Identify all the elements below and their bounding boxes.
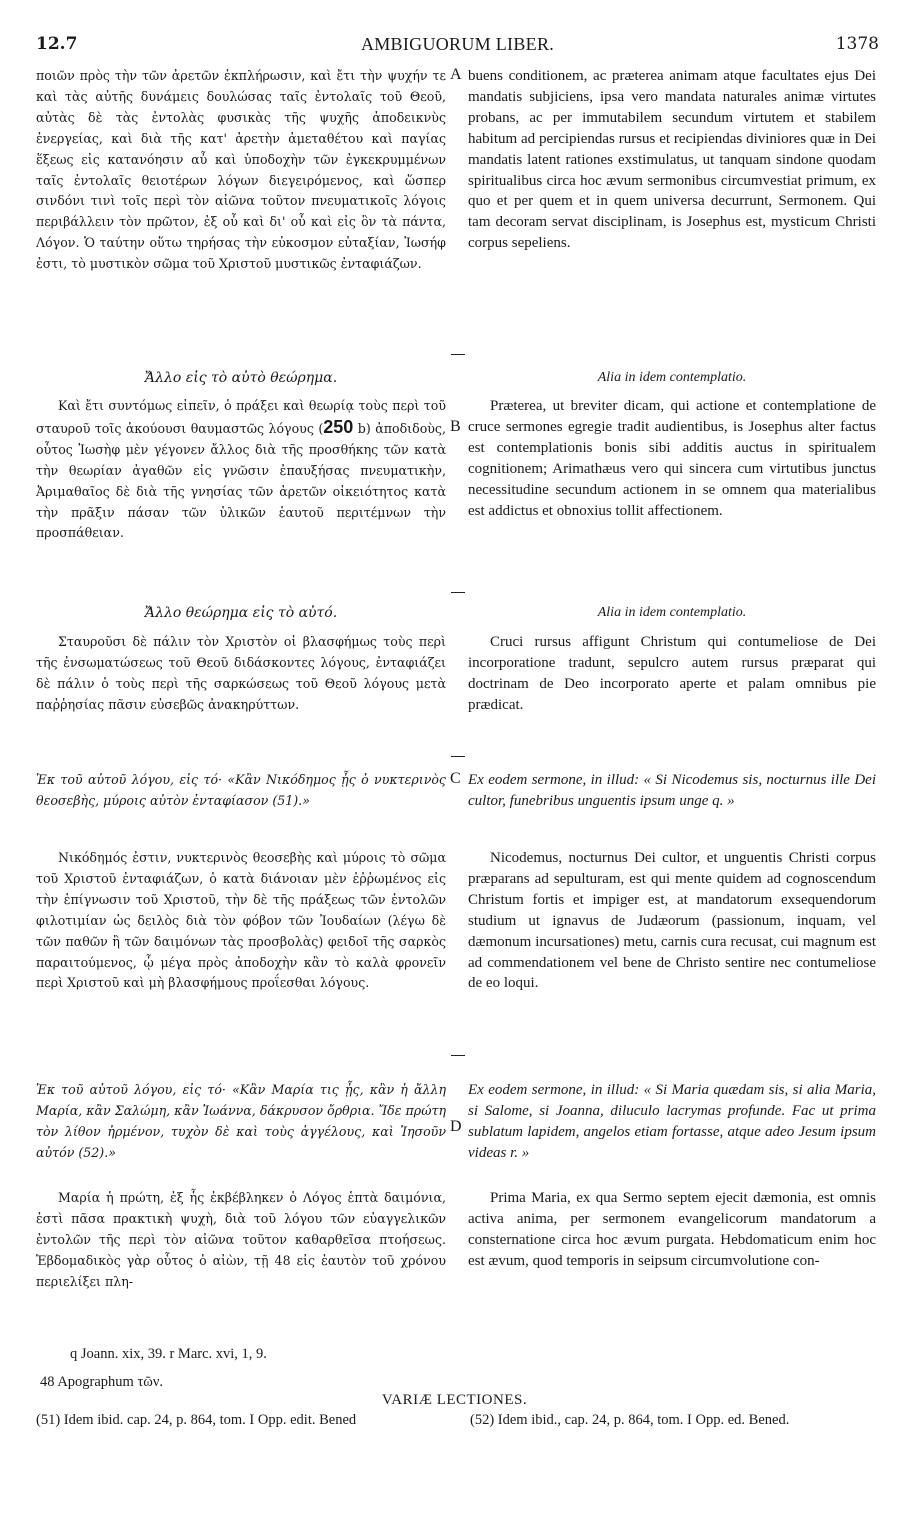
page-number-marker: 250	[323, 416, 354, 437]
column-rule	[451, 354, 465, 355]
margin-letter-d: D	[450, 1118, 462, 1135]
latin-paragraph-2: Præterea, ut breviter dicam, qui actione et contemplatione de cruce sermones egregie tradit audientibus, is Josephus alter factus est contemplationis bonis sibi additis auctus in spiritualem cognitionem; Arimathæus vero qui sincera cum virtutibus junctus necessitudine secundum actionem in se omnem qua materialibus est addictus et obnoxius tollit affectionem.	[468, 398, 876, 519]
column-number-right: 1378	[835, 34, 879, 54]
column-rule	[451, 592, 465, 593]
margin-letter-c: C	[450, 770, 461, 787]
latin-heading-3: Alia in idem contemplatio.	[597, 605, 747, 620]
running-title: AMBIGUORUM LIBER.	[360, 34, 555, 54]
scripture-footnotes: q Joann. xix, 39. r Marc. xvi, 1, 9.	[70, 1346, 267, 1362]
variant-note-48: 48 Apographum τῶν.	[40, 1374, 164, 1390]
latin-paragraph-4: Nicodemus, nocturnus Dei cultor, et unguentis Christi corpus præparans ad sepulturam, est qui mente quidem ad cognoscendum Christum fortis et impiger est, at mandatorum exsequendorum studium ut ignavus de Judæorum (passionum, inquam, vel dæmonum incursationes) metu, carnis cura recusat, cui magnum est ad commendationem vel bene de Christo sentire nec contumeliose de eo loqui.	[468, 850, 876, 992]
latin-paragraph-3: Cruci rursus affigunt Christum qui contumeliose de Dei incorporatione tradunt, sepulcro autem rursus præparat qui doctrinam de Deo incorporato aperte et palam omnibus pie prædicat.	[468, 634, 876, 713]
greek-paragraph-5: Μαρία ἡ πρώτη, ἐξ ἧς ἐκβέβληκεν ὁ Λόγος ἑπτὰ δαιμόνια, ἐστὶ πᾶσα πρακτικὴ ψυχὴ, διὰ τοῦ λόγου τῶν εὐαγγελικῶν ἐντολῶν τῆς περὶ τὸν αἰῶνα τοῦτον καθαρθεῖσα πτοήσεως. Ἑβδομαδικὸς γὰρ οὗτος ὁ αἰὼν, τῇ 48 εἰς ἑαυτὸν τοῦ χρόνου περιελίξει πλη-	[36, 1190, 446, 1289]
greek-heading-3: Ἄλλο θεώρημα εἰς τὸ αὐτό.	[144, 605, 338, 621]
editorial-note-52: (52) Idem ibid., cap. 24, p. 864, tom. I Opp. ed. Bened.	[470, 1412, 790, 1428]
latin-paragraph-5: Prima Maria, ex qua Sermo septem ejecit dæmonia, est omnis activa anima, per sermonem evangelicorum mandatorum a consternatione circa hoc ævum purgata. Hebdomaticum enim hoc est ævum, quod temporis in seipsum circumvolutione con-	[468, 1190, 876, 1269]
greek-paragraph-4: Νικόδημός ἐστιν, νυκτερινὸς θεοσεβὴς καὶ μύροις τὸ σῶμα τοῦ Χριστοῦ ἐνταφιάζων, ὁ κατὰ διάνοιαν μὲν ἐῤῥωμένος εἰς τὴν ἐπίγνωσιν τοῦ Χριστοῦ, τὴν δὲ τῆς πράξεως τῶν ἐντολῶν φιλοτιμίαν ὡς δειλὸς διὰ τὸν φόβον τῶν Ἰουδαίων (λέγω δὲ τῶν παθῶν ἢ τῶν δαιμόνων τὰς προσβολὰς) φειδοῖ τῆς σαρκὸς παραιτούμενος, ᾧ μέγα πρὸς ἀποδοχὴν κἂν τὸ καλὰ φρονεῖν περὶ Χριστοῦ καὶ μὴ βλασφήμους προΐεσθαι λόγους.	[36, 850, 446, 991]
editorial-note-51: (51) Idem ibid. cap. 24, p. 864, tom. I Opp. edit. Bened	[36, 1412, 357, 1428]
column-number-left: 12.7	[36, 34, 78, 54]
latin-heading-4: Ex eodem sermone, in illud: « Si Nicodemus sis, nocturnus ille Dei cultor, funebribus unguentis ipsum unge q. »	[468, 772, 876, 809]
margin-letter-b: B	[450, 418, 461, 435]
latin-paragraph-1: buens conditionem, ac præterea animam atque facultates ejus Dei mandatis subjiciens, ipsa vero mandata naturales animæ virtutes probans, ac per immutabilem secundum virtutem et stabilem habitum ad percipiendas rursus et recipiendas diviniores quæ in Dei mandatis latent rationes exstimulatus, ut tanquam sindone quodam spiritualibus circa hoc ævum sermonibus circumvestiat primum, ex quo et per quem et in quem universa decurrunt, Sermonem. Qui tam decoram servat disciplinam, is Josephus est, mysticum Christi corpus sepeliens.	[468, 68, 876, 252]
latin-heading-2: Alia in idem contemplatio.	[597, 370, 747, 385]
greek-paragraph-2-part-b: b) ἀποδιδοὺς, οὗτος Ἰωσὴφ μὲν γέγονεν ἄλλος διὰ τῆς προσθήκης τῶν κατὰ τὴν θεωρίαν ἀγαθῶν εἰς γνῶσιν ἐπαυξήσας πνευματικὴν, Ἀριμαθαῖος δὲ διὰ τῆς γνησίας τῶν ἀρετῶν οἰκειότητος κατὰ τὴν πρᾶξιν πάσαν τῶν ὑλικῶν ἑαυτοῦ περιτέμνων τὴν προσπάθειαν.	[36, 420, 446, 541]
greek-heading-2: Ἄλλο εἰς τὸ αὐτὸ θεώρημα.	[144, 370, 338, 386]
latin-heading-5: Ex eodem sermone, in illud: « Si Maria quædam sis, si alia Maria, si Salome, si Joanna, diluculo lacrymas profunde. Fac ut prima sublatum lapidem, angelos etiam fortasse, atque adeo Jesum ipsum videas r. »	[468, 1082, 876, 1161]
greek-paragraph-2-part-a: Καὶ ἔτι συντόμως εἰπεῖν, ὁ πράξει καὶ θεωρίᾳ τοὺς περὶ τοῦ σταυροῦ τοῖς ἀκούουσι θαυμαστῶς λόγους (	[36, 398, 446, 436]
column-rule	[451, 1055, 465, 1056]
greek-heading-5: Ἐκ τοῦ αὐτοῦ λόγου, εἰς τό· «Κἂν Μαρία τις ᾖς, κἂν ἡ ἄλλη Μαρία, κἂν Σαλώμη, κἂν Ἰωάννα, δάκρυσον ὄρθρια. Ἴδε πρώτη τὸν λίθον ἠρμένον, τυχὸν δὲ καὶ τοὺς ἀγγέλους, καὶ Ἰησοῦν αὐτόν (52).»	[36, 1082, 446, 1160]
greek-paragraph-2	[36, 396, 446, 544]
greek-paragraph-3: Σταυροῦσι δὲ πάλιν τὸν Χριστὸν οἱ βλασφήμως τοὺς περὶ τῆς ἐνσωματώσεως τοῦ Θεοῦ διδάσκοντες λόγους, ἐνταφιάζει δὲ πάλιν ὁ τοὺς περὶ τῆς σαρκώσεως τοῦ Θεοῦ λόγους μετὰ παῤῥησίας πᾶσιν εὐσεβῶς ἀνακηρύττων.	[36, 634, 446, 712]
column-rule	[451, 756, 465, 757]
running-header	[36, 34, 879, 58]
variae-lectiones-heading: VARIÆ LECTIONES.	[381, 1392, 528, 1408]
margin-letter-a: A	[450, 66, 462, 83]
greek-heading-4: Ἐκ τοῦ αὐτοῦ λόγου, εἰς τό· «Κἂν Νικόδημος ᾖς ὁ νυκτερινὸς θεοσεβὴς, μύροις αὐτὸν ἐνταφίασον (51).»	[36, 772, 446, 808]
greek-paragraph-1: ποιῶν πρὸς τὴν τῶν ἀρετῶν ἐκπλήρωσιν, καὶ ἔτι τὴν ψυχήν τε καὶ τὰς αὐτῆς δυνάμεις δουλώσας ταῖς ἐντολαῖς τοῦ Θεοῦ, αὐτὰς δὲ τὰς ἐντολὰς φυσικὰς τῆς ψυχῆς ἀποδεικνὺς ἐνεργείας, καὶ διὰ τῆς κατ' ἀρετὴν ἀμεταθέτου καὶ παγίας ἕξεως εἰς κατανόησιν αὖ καὶ ὑποδοχὴν τῶν ἐγκεκρυμμένων ταῖς ἐντολαῖς θειοτέρων λόγων διεγειρόμενος, καὶ ὥσπερ σινδόνι τινὶ τοῖς περὶ τὸν αἰῶνα τοῦτον πνευματικοῖς λόγοις περιβάλλειν τὸν πρῶτον, ἐξ οὗ καὶ δι' οὗ καὶ εἰς ὃν τὰ πάντα, Λόγον. Ὁ ταύτην οὕτω τηρήσας τὴν εὐκοσμον εὐταξίαν, Ἰωσήφ ἐστι, τὸ μυστικὸν σῶμα τοῦ Χριστοῦ μυστικῶς ἐνταφιάζων.	[36, 68, 446, 272]
